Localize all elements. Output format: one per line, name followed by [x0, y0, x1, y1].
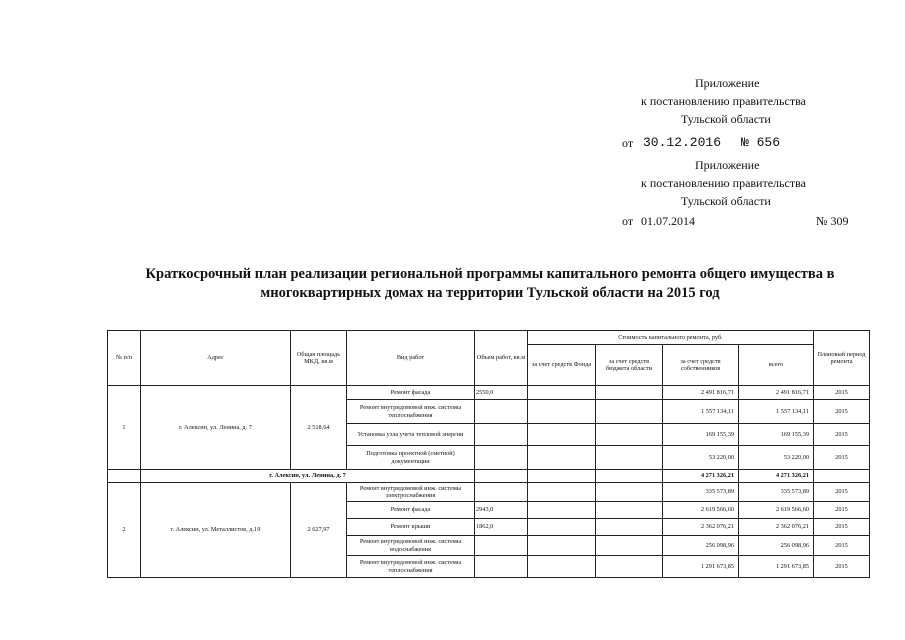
row-total: 256 098,96: [739, 536, 814, 556]
row-total: 2 619 566,60: [739, 502, 814, 519]
row-volume: [475, 446, 528, 470]
row-owners: 256 098,96: [663, 536, 739, 556]
row-fund: [528, 386, 596, 400]
subtotal-total: 4 271 326,21: [739, 470, 814, 483]
row-owners: 2 362 076,21: [663, 519, 739, 536]
repair-plan-table: [107, 330, 870, 578]
row-owners: 2 491 816,71: [663, 386, 739, 400]
row-period: 2015: [814, 400, 870, 424]
header-fund: за счет средств Фонда: [528, 345, 596, 386]
row-period: 2015: [814, 502, 870, 519]
row-work-type: Ремонт внутридомовой инж. системы электроснабжения: [347, 483, 475, 502]
header-number: № п/п: [108, 331, 141, 386]
header-a-from: от: [622, 136, 634, 150]
subtotal-budget: [596, 470, 663, 483]
table-row: [108, 483, 870, 502]
row-volume: [475, 536, 528, 556]
row-total: 2 362 076,21: [739, 519, 814, 536]
header-b-line2: к постановлению правительства: [641, 176, 806, 190]
row-work-type: Ремонт внутридомовой инж. системы теплоснабжения: [347, 400, 475, 424]
row-area: 2 627,97: [291, 483, 347, 578]
subtotal-row: [108, 470, 870, 483]
row-work-type: Ремонт внутридомовой инж. системы водоснабжения: [347, 536, 475, 556]
row-budget: [596, 446, 663, 470]
row-budget: [596, 386, 663, 400]
row-budget: [596, 483, 663, 502]
row-budget: [596, 519, 663, 536]
row-work-type: Ремонт крыши: [347, 519, 475, 536]
subtotal-volume: [475, 470, 528, 483]
header-area: Общая площадь МКД, кв.м: [291, 331, 347, 386]
row-fund: [528, 502, 596, 519]
row-fund: [528, 446, 596, 470]
row-fund: [528, 536, 596, 556]
row-owners: 2 619 566,60: [663, 502, 739, 519]
row-number: 2: [108, 483, 141, 578]
row-total: 169 155,39: [739, 424, 814, 446]
header-period: Плановый период ремонта: [814, 331, 870, 386]
header-budget: за счет средств бюджета области: [596, 345, 663, 386]
row-total: 335 573,89: [739, 483, 814, 502]
header-b-date: 01.07.2014: [641, 214, 695, 228]
header-a-date: 30.12.2016: [643, 135, 722, 150]
row-fund: [528, 483, 596, 502]
row-number: 1: [108, 386, 141, 470]
row-work-type: Ремонт фасада: [347, 502, 475, 519]
header-total: всего: [739, 345, 814, 386]
title-line2: многоквартирных домах на территории Тульской области на 2015 год: [260, 285, 720, 301]
subtotal-owners: 4 271 326,21: [663, 470, 739, 483]
header-b-from: от: [622, 214, 634, 228]
row-period: 2015: [814, 519, 870, 536]
header-cost: Стоимость капитального ремонта, руб.: [528, 331, 814, 345]
subtotal-label: г. Алексин, ул. Ленина, д. 7: [141, 470, 475, 483]
row-total: 1 557 134,11: [739, 400, 814, 424]
row-volume: [475, 556, 528, 578]
row-total: 2 491 816,71: [739, 386, 814, 400]
document-title: [90, 265, 890, 303]
row-fund: [528, 424, 596, 446]
subtotal-period: [814, 470, 870, 483]
row-address: г. Алексин, ул. Металлистов, д.19: [141, 483, 291, 578]
header-b-number: № 309: [816, 214, 849, 228]
header-volume: Объем работ, кв.м: [475, 331, 528, 386]
row-volume: [475, 400, 528, 424]
row-period: 2015: [814, 424, 870, 446]
header-a-line2: к постановлению правительства: [641, 94, 806, 108]
row-budget: [596, 502, 663, 519]
row-owners: 1 291 673,85: [663, 556, 739, 578]
row-period: 2015: [814, 446, 870, 470]
row-volume: [475, 483, 528, 502]
header-b-line1: Приложение: [695, 158, 760, 172]
row-fund: [528, 400, 596, 424]
row-total: 53 220,00: [739, 446, 814, 470]
row-period: 2015: [814, 386, 870, 400]
row-work-type: Ремонт фасада: [347, 386, 475, 400]
row-budget: [596, 400, 663, 424]
header-b-line3: Тульской области: [681, 194, 771, 208]
row-owners: 53 220,00: [663, 446, 739, 470]
row-fund: [528, 556, 596, 578]
row-period: 2015: [814, 483, 870, 502]
row-work-type: Установка узла учета тепловой энергии: [347, 424, 475, 446]
table-row: [108, 386, 870, 400]
row-period: 2015: [814, 556, 870, 578]
header-a-line3: Тульской области: [681, 112, 771, 126]
subtotal-empty-num: [108, 470, 141, 483]
row-budget: [596, 536, 663, 556]
row-volume: 1862,0: [475, 519, 528, 536]
row-work-type: Ремонт внутридомовой инж. системы теплоснабжения: [347, 556, 475, 578]
row-owners: 335 573,89: [663, 483, 739, 502]
subtotal-fund: [528, 470, 596, 483]
row-work-type: Подготовка проектной (сметной) документации: [347, 446, 475, 470]
row-owners: 169 155,39: [663, 424, 739, 446]
header-work-type: Вид работ: [347, 331, 475, 386]
title-line1: Краткосрочный план реализации региональной программы капитального ремонта общего имущества в: [145, 266, 835, 282]
row-budget: [596, 424, 663, 446]
header-a-number: № 656: [741, 135, 781, 150]
row-fund: [528, 519, 596, 536]
row-volume: 2943,0: [475, 502, 528, 519]
header-a-line1: Приложение: [695, 76, 760, 90]
row-budget: [596, 556, 663, 578]
row-volume: [475, 424, 528, 446]
row-owners: 1 557 134,11: [663, 400, 739, 424]
header-address: Адрес: [141, 331, 291, 386]
row-volume: 2550,0: [475, 386, 528, 400]
row-area: 2 518,64: [291, 386, 347, 470]
row-total: 1 291 673,85: [739, 556, 814, 578]
row-address: г. Алексин, ул. Ленина, д. 7: [141, 386, 291, 470]
row-period: 2015: [814, 536, 870, 556]
header-owners: за счет средств собственников: [663, 345, 739, 386]
